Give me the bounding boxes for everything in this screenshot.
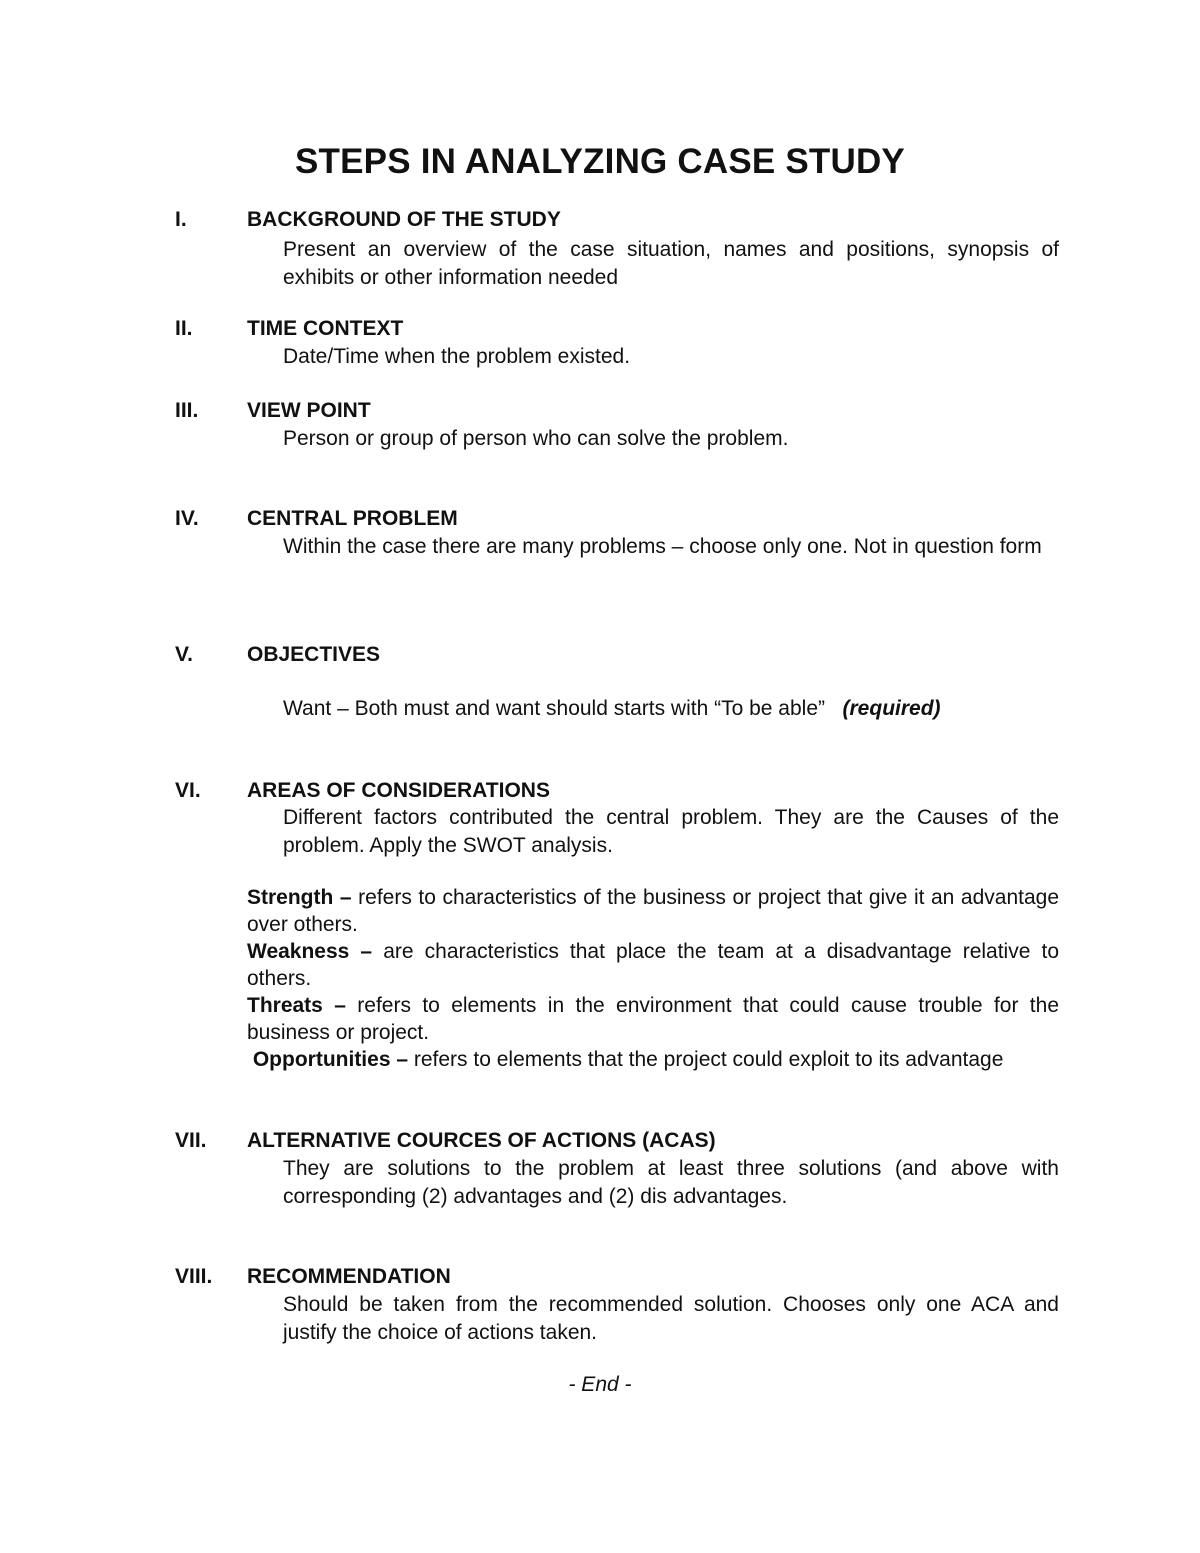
section-text: They are solutions to the problem at least three solutions (and above with corresponding (2) advantages and (2) dis advantages. <box>283 1157 1059 1208</box>
required-note: (required) <box>842 697 941 720</box>
objectives-text <box>283 695 1059 723</box>
swot-strength <box>247 884 1059 938</box>
section-heading: VIEW POINT <box>247 399 371 422</box>
page-title: STEPS IN ANALYZING CASE STUDY <box>295 142 905 181</box>
swot-text: refers to elements in the environment that could cause trouble for the business or project. <box>247 994 1059 1044</box>
section-heading: AREAS OF CONSIDERATIONS <box>247 779 550 802</box>
swot-term: Opportunities – <box>252 1048 409 1071</box>
section-heading: RECOMMENDATION <box>247 1265 451 1288</box>
swot-threats <box>247 992 1059 1046</box>
section-heading: ALTERNATIVE COURCES OF ACTIONS (ACAS) <box>247 1129 716 1152</box>
section-number: IV. <box>175 507 199 530</box>
section-heading: TIME CONTEXT <box>247 317 404 340</box>
section-heading: BACKGROUND OF THE STUDY <box>247 208 561 231</box>
section-text: Within the case there are many problems – choose only one. Not in question form <box>283 535 1042 558</box>
swot-text: refers to elements that the project could exploit to its advantage <box>413 1048 1004 1071</box>
swot-text: are characteristics that place the team at a disadvantage relative to others. <box>247 940 1059 990</box>
section-number: V. <box>175 643 193 666</box>
section-number: III. <box>175 399 199 422</box>
section-text: Want – Both must and want should starts with “To be able” <box>283 697 825 720</box>
section-text: Date/Time when the problem existed. <box>283 345 631 368</box>
section-text: Present an overview of the case situation, names and positions, synopsis of exhibits or other information needed <box>283 238 1059 289</box>
swot-text: refers to characteristics of the business or project that give it an advantage over others. <box>247 886 1060 936</box>
section-text: Person or group of person who can solve the problem. <box>283 427 789 450</box>
swot-term: Threats – <box>247 994 346 1017</box>
swot-weakness <box>247 938 1059 992</box>
section-heading: OBJECTIVES <box>247 643 381 666</box>
section-number: VI. <box>175 779 201 802</box>
section-text: Should be taken from the recommended solution. Chooses only one ACA and justify the choice of actions taken. <box>283 1293 1059 1344</box>
section-number: VII. <box>175 1129 207 1152</box>
section-number: VIII. <box>175 1265 213 1288</box>
section-text: Different factors contributed the central problem. They are the Causes of the problem. Apply the SWOT analysis. <box>283 806 1059 857</box>
section-number: II. <box>175 317 193 340</box>
swot-term: Strength – <box>247 886 352 909</box>
end-marker: - End - <box>568 1373 632 1396</box>
swot-term: Weakness – <box>247 940 373 963</box>
section-heading: CENTRAL PROBLEM <box>247 507 458 530</box>
section-number: I. <box>175 208 187 231</box>
swot-opportunities <box>247 1046 1059 1073</box>
